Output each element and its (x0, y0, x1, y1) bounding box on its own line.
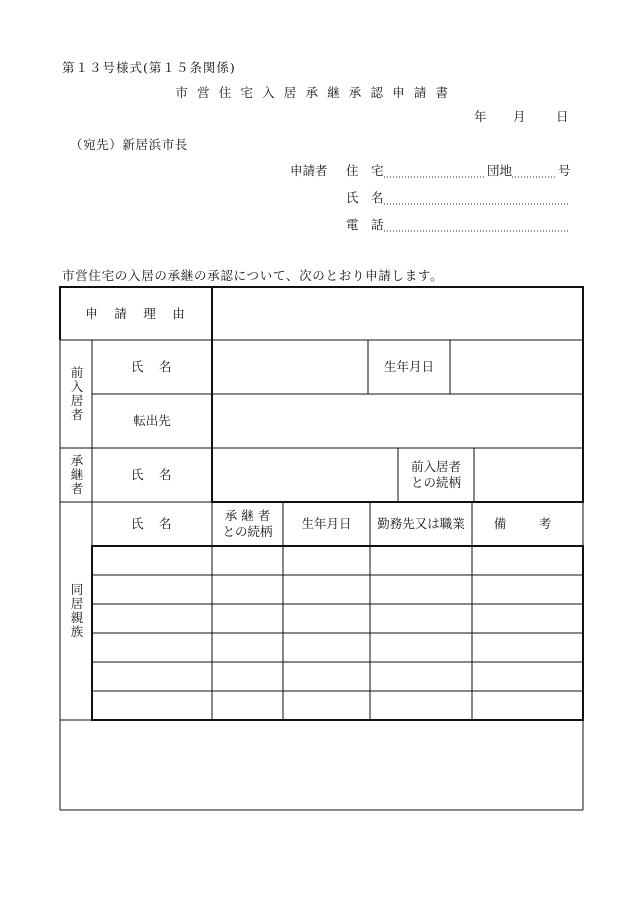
applicant-residence-label: 住 宅 (346, 163, 384, 178)
table-row (92, 604, 583, 633)
table-cell (283, 662, 370, 691)
table-cell (283, 546, 370, 575)
column-header-remarks: 備 考 (493, 516, 562, 531)
previous-resident-birthdate-value (450, 340, 583, 394)
applicant-danchi-label: 団地 (487, 163, 513, 178)
successor-relation-value (474, 448, 583, 502)
previous-resident-moved-to-label: 転出先 (133, 413, 171, 428)
column-header-relation-line2: との続柄 (222, 524, 273, 539)
date-year-label: 年 (474, 109, 487, 124)
table-row (92, 662, 583, 691)
reason-label: 申 請 理 由 (85, 305, 187, 321)
successor-group-label: 承継者 (69, 454, 84, 496)
table-cell (472, 691, 583, 720)
table-cell (370, 604, 472, 633)
form-number: 第１３号様式(第１５条関係) (62, 60, 236, 75)
table-row (92, 633, 583, 662)
table-cell (472, 662, 583, 691)
successor-relation-label-line1: 前入居者 (410, 459, 461, 474)
previous-resident-group (60, 340, 92, 448)
table-cell (92, 604, 212, 633)
table-row (92, 575, 583, 604)
previous-resident-birthdate-label: 生年月日 (383, 359, 434, 374)
previous-resident-moved-to-value (212, 394, 583, 448)
applicant-label: 申請者 (290, 163, 328, 178)
date-day-label: 日 (556, 109, 569, 124)
successor-group (60, 448, 92, 502)
cohabiting-group (60, 502, 92, 720)
table-cell (212, 662, 283, 691)
table-cell (283, 604, 370, 633)
table-row (92, 691, 583, 720)
table-cell (212, 575, 283, 604)
table-cell (472, 546, 583, 575)
table-cell (472, 575, 583, 604)
form-title: 市 営 住 宅 入 居 承 継 承 認 申 請 書 (175, 85, 451, 100)
table-cell (92, 662, 212, 691)
column-header-relation-line1: 承 継 者 (224, 508, 271, 523)
previous-resident-name-label: 氏 名 (130, 359, 173, 374)
table-cell (472, 633, 583, 662)
dotted-fill-lines (384, 177, 570, 231)
applicant-number-label: 号 (558, 163, 571, 178)
table-cell (212, 604, 283, 633)
previous-resident-name-value (212, 340, 368, 394)
table-cell (370, 662, 472, 691)
table-cell (472, 604, 583, 633)
blank-remarks-area (60, 720, 583, 810)
column-header-relation (212, 502, 283, 546)
successor-relation-label-line2: との続柄 (410, 475, 461, 490)
application-statement: 市営住宅の入居の承継の承認について、次のとおり申請します。 (62, 268, 444, 283)
table-cell (283, 633, 370, 662)
date-month-label: 月 (513, 109, 526, 124)
table-cell (212, 691, 283, 720)
table-cell (92, 546, 212, 575)
reason-value (212, 287, 583, 340)
table-cell (370, 575, 472, 604)
table-cell (212, 633, 283, 662)
addressee: （宛先）新居浜市長 (70, 137, 188, 152)
table-cell (92, 575, 212, 604)
table-cell (283, 691, 370, 720)
table-cell (370, 633, 472, 662)
successor-name-value (212, 448, 398, 502)
table-row (92, 546, 583, 575)
column-header-occupation: 勤務先又は職業 (377, 516, 465, 531)
table-cell (283, 575, 370, 604)
table-cell (370, 546, 472, 575)
table-cell (370, 691, 472, 720)
successor-relation-label (398, 448, 474, 502)
cohabiting-group-label: 同居親族 (69, 583, 84, 639)
column-header-name: 氏 名 (130, 516, 173, 531)
applicant-name-label: 氏 名 (346, 190, 384, 205)
table-cell (92, 633, 212, 662)
column-header-birthdate: 生年月日 (301, 516, 352, 531)
successor-name-label: 氏 名 (130, 467, 173, 482)
table-cell (92, 691, 212, 720)
table-cell (212, 546, 283, 575)
applicant-phone-label: 電 話 (346, 217, 384, 232)
previous-resident-group-label: 前入居者 (69, 366, 84, 422)
